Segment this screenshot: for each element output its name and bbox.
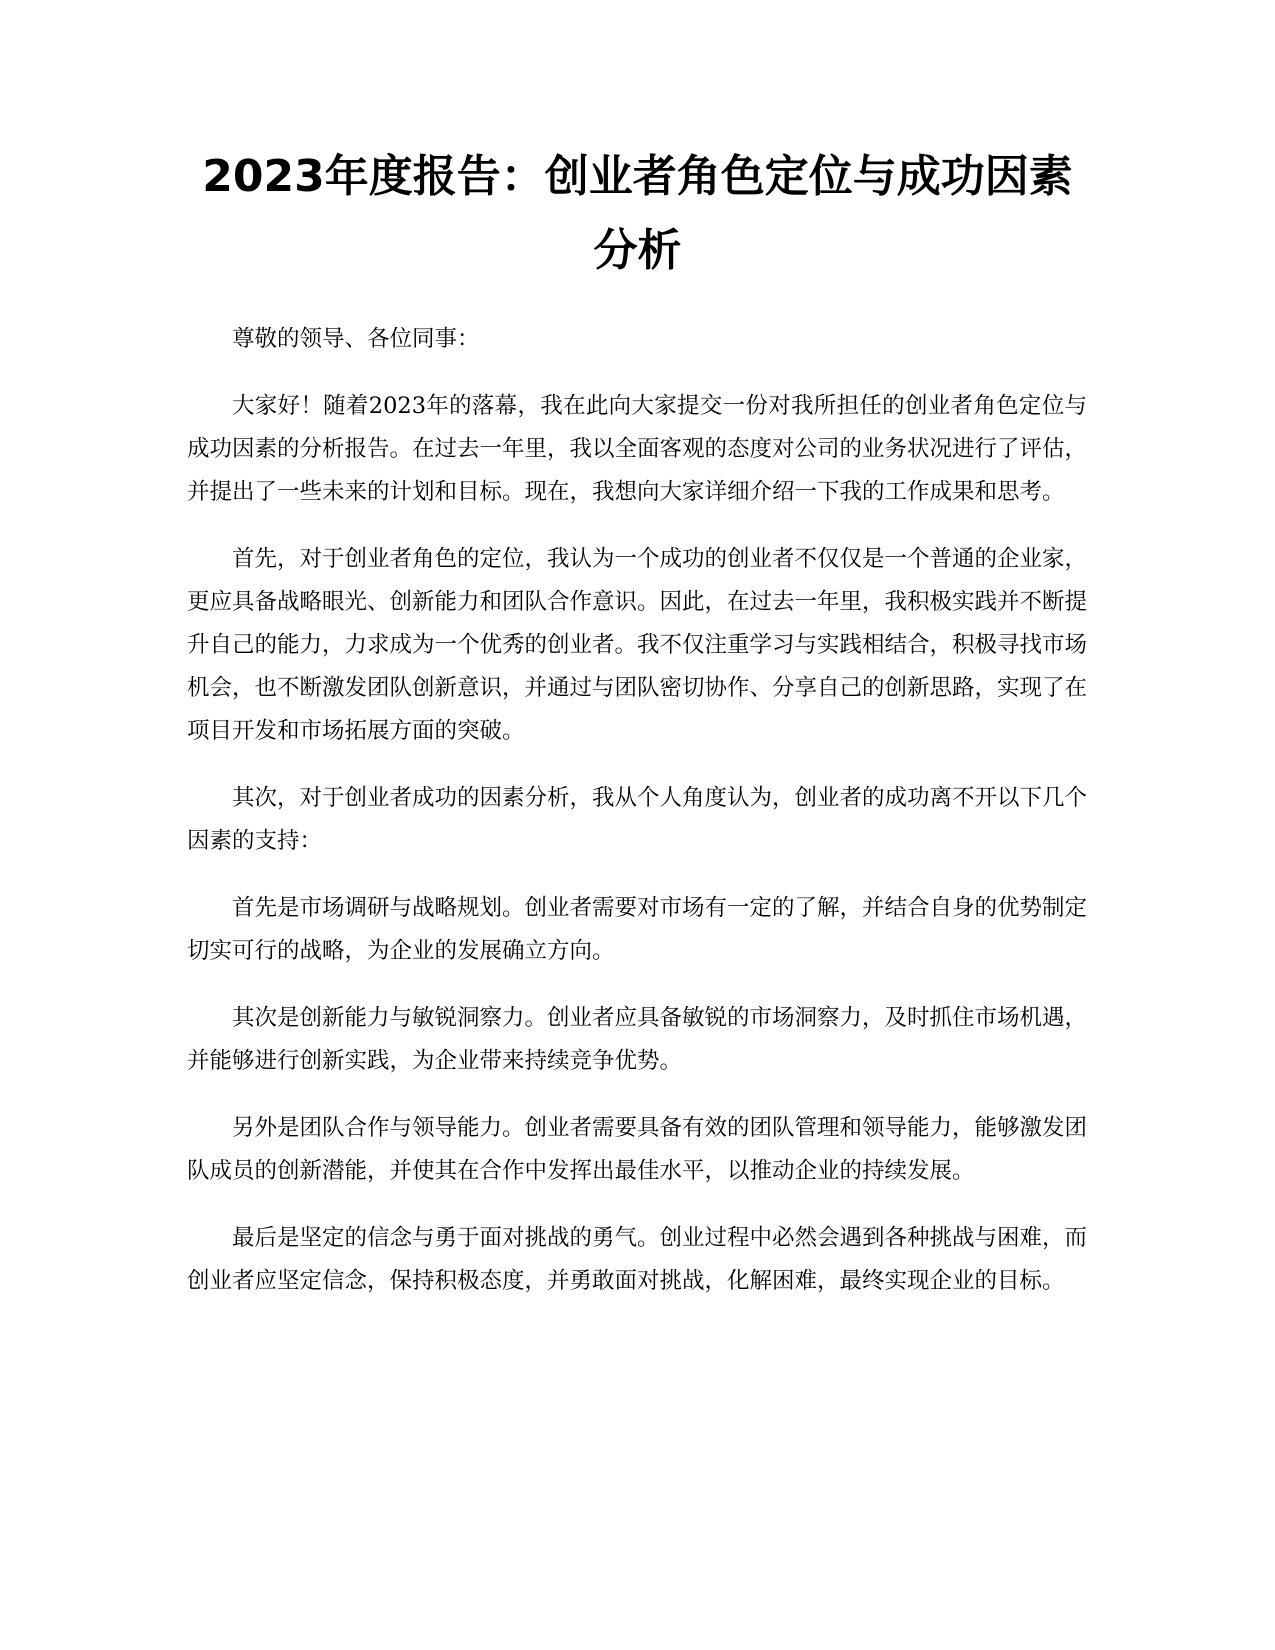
success-factors-intro-paragraph: 其次，对于创业者成功的因素分析，我从个人角度认为，创业者的成功离不开以下几个因素的支持： xyxy=(187,785,1088,854)
document-body xyxy=(187,318,1087,1327)
intro-paragraph: 大家好！随着2023年的落幕，我在此向大家提交一份对我所担任的创业者角色定位与成功因素的分析报告。在过去一年里，我以全面客观的态度对公司的业务状况进行了评估，并提出了一些未来的计划和目标。现在，我想向大家详细介绍一下我的工作成果和思考。 xyxy=(187,393,1088,505)
market-research-paragraph: 首先是市场调研与战略规划。创业者需要对市场有一定的了解，并结合自身的优势制定切实可行的战略，为企业的发展确立方向。 xyxy=(187,895,1088,964)
innovation-paragraph: 其次是创新能力与敏锐洞察力。创业者应具备敏锐的市场洞察力，及时抓住市场机遇，并能够进行创新实践，为企业带来持续竞争优势。 xyxy=(187,1005,1088,1074)
teamwork-paragraph: 另外是团队合作与领导能力。创业者需要具备有效的团队管理和领导能力，能够激发团队成员的创新潜能，并使其在合作中发挥出最佳水平，以推动企业的持续发展。 xyxy=(187,1115,1088,1184)
belief-courage-paragraph: 最后是坚定的信念与勇于面对挑战的勇气。创业过程中必然会遇到各种挑战与困难，而创业者应坚定信念，保持积极态度，并勇敢面对挑战，化解困难，最终实现企业的目标。 xyxy=(187,1225,1088,1294)
role-positioning-paragraph: 首先，对于创业者角色的定位，我认为一个成功的创业者不仅仅是一个普通的企业家，更应具备战略眼光、创新能力和团队合作意识。因此，在过去一年里，我积极实践并不断提升自己的能力，力求成为一个优秀的创业者。我不仅注重学习与实践相结合，积极寻找市场机会，也不断激发团队创新意识，并通过与团队密切协作、分享自己的创新思路，实现了在项目开发和市场拓展方面的突破。 xyxy=(187,546,1088,744)
salutation-paragraph: 尊敬的领导、各位同事： xyxy=(232,326,480,352)
document-title: 2023年度报告：创业者角色定位与成功因素分析 xyxy=(202,151,1073,276)
